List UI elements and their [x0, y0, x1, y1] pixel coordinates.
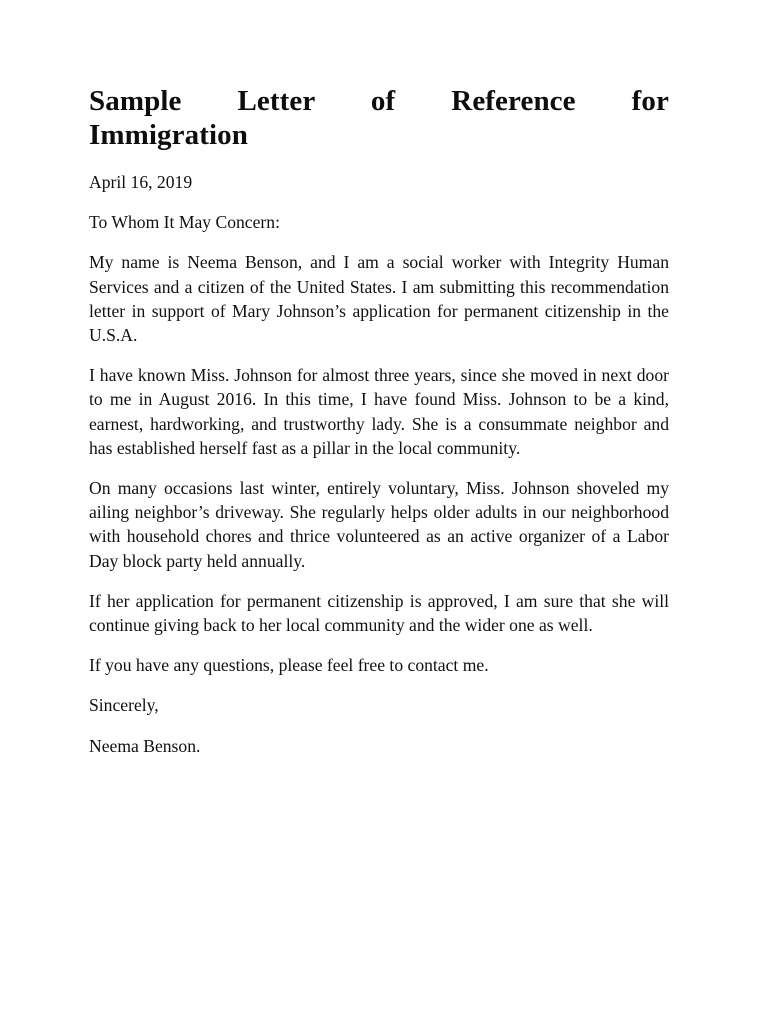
letter-date: April 16, 2019: [89, 172, 193, 192]
letter-content: [89, 84, 669, 758]
letter-paragraph-4: If her application for permanent citizenship is approved, I am sure that she will continue giving back to her local community and the wider one as well.: [89, 590, 669, 636]
letter-closing: Sincerely,: [89, 695, 159, 716]
letter-paragraph-2: I have known Miss. Johnson for almost three years, since she moved in next door to me in August 2016. In this time, I have found Miss. Johnson to be a kind, earnest, hardworking, and trustworthy lady. She is a consummate neighbor and has established herself fast as a pillar in the local community.: [89, 365, 669, 458]
letter-signature: Neema Benson.: [89, 735, 201, 756]
letter-paragraph-3: On many occasions last winter, entirely voluntary, Miss. Johnson shoveled my ailing neighbor’s driveway. She regularly helps older adults in our neighborhood with household chores and thrice volunteered as an active organizer of a Labor Day block party held annually.: [89, 478, 669, 571]
letter-paragraph-1: My name is Neema Benson, and I am a social worker with Integrity Human Services and a citizen of the United States. I am submitting this recommendation letter in support of Mary Johnson’s application for permanent citizenship in the U.S.A.: [89, 252, 669, 346]
letter-paragraph-5: If you have any questions, please feel free to contact me.: [89, 655, 489, 676]
letter-salutation: To Whom It May Concern:: [89, 212, 280, 233]
page-title: [89, 84, 669, 152]
page-title-line-1: Sample Letter of Reference for: [89, 85, 669, 117]
page-title-line-2: Immigration: [89, 119, 248, 151]
